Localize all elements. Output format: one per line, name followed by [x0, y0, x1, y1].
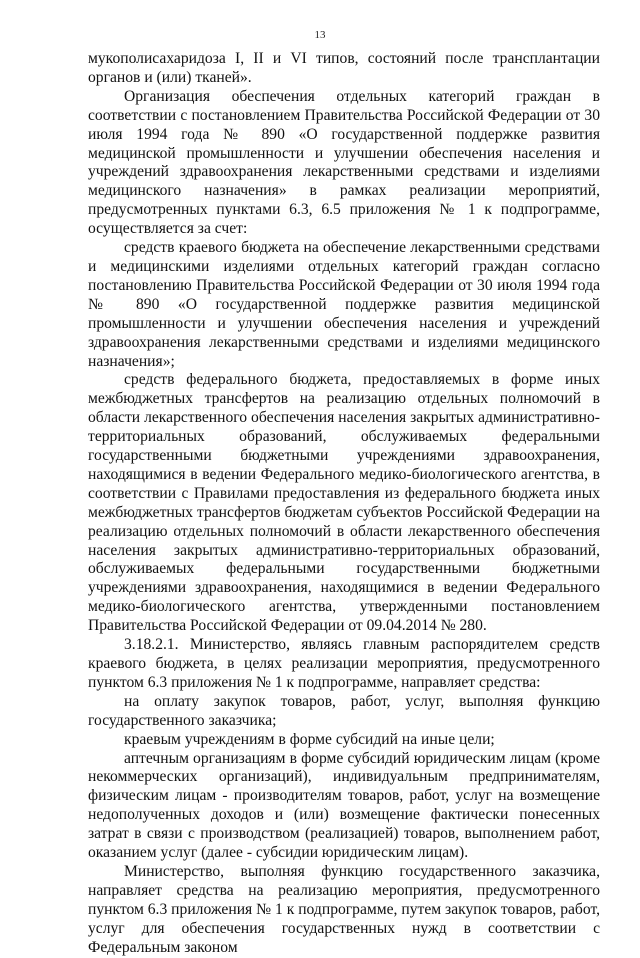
- paragraph-continuation: мукополисахаридоза I, II и VI типов, состояний после трансплантации органов и (или) тканей».: [88, 50, 600, 86]
- paragraph-section-3-18-2-1: 3.18.2.1. Министерство, являясь главным распорядителем средств краевого бюджета, в целях реализации мероприятия, предусмотренного пунктом 6.3 приложения № 1 к подпрограмме, направляет средства:: [88, 636, 600, 691]
- paragraph-federal-budget: средств федерального бюджета, предоставляемых в форме иных межбюджетных трансфертов на реализацию отдельных полномочий в области лекарственного обеспечения населения закрытых административно-территориальных образований, обслуживаемых федеральными государственными бюджетными учреждениями здравоохранения, находящимися в ведении Федерального медико-биологического агентства, в соответствии с Правилами предоставления из федерального бюджета иных межбюджетных трансфертов бюджетам субъектов Российской Федерации на реализацию отдельных полномочий в области лекарственного обеспечения населения закрытых административно-территориальных образований, обслуживаемых федеральными государственными бюджетными учреждениями здравоохранения, находящимися в ведении Федерального медико-биологического агентства, утвержденными постановлением Правительства Российской Федерации от 09.04.2014 № 280.: [88, 371, 600, 635]
- paragraph-organization: Организация обеспечения отдельных категорий граждан в соответствии с постановлением Правительства Российской Федерации от 30 июля 1994 года № 890 «О государственной поддержке развития медицинской промышленности и улучшении обеспечения населения и учреждений здравоохранения лекарственными средствами и изделиями медицинского назначения» в рамках реализации мероприятий, предусмотренных пунктами 6.3, 6.5 приложения № 1 к подпрограмме, осуществляется за счет:: [88, 87, 600, 238]
- paragraph-regional-budget: средств краевого бюджета на обеспечение лекарственными средствами и медицинскими изделиями отдельных категорий граждан согласно постановлению Правительства Российской Федерации от 30 июля 1994 года № 890 «О государственной поддержке развития медицинской промышленности и улучшении обеспечения населения и учреждений здравоохранения лекарственными средствами и изделиями медицинского назначения»;: [88, 239, 600, 370]
- paragraph-subsidies-institutions: краевым учреждениям в форме субсидий на иные цели;: [124, 730, 495, 748]
- paragraph-procurement: на оплату закупок товаров, работ, услуг, выполняя функцию государственного заказчика;: [88, 692, 600, 729]
- paragraph-ministry-customer: Министерство, выполняя функцию государственного заказчика, направляет средства на реализацию мероприятия, предусмотренного пунктом 6.3 приложения № 1 к подпрограмме, путем закупок товаров, работ, услуг для обеспечения государственных нужд в соответствии с Федеральным законом: [88, 862, 600, 956]
- paragraph-pharmacy-subsidies: аптечным организациям в форме субсидий юридическим лицам (кроме некоммерческих организаций), индивидуальным предпринимателям, физическим лицам - производителям товаров, работ, услуг на возмещение недополученных доходов и (или) возмещение фактически понесенных затрат в связи с производством (реализацией) товаров, выполнением работ, оказанием услуг (далее - субсидии юридическим лицам).: [88, 749, 600, 862]
- document-body: [88, 50, 600, 958]
- page-number: 13: [314, 29, 326, 41]
